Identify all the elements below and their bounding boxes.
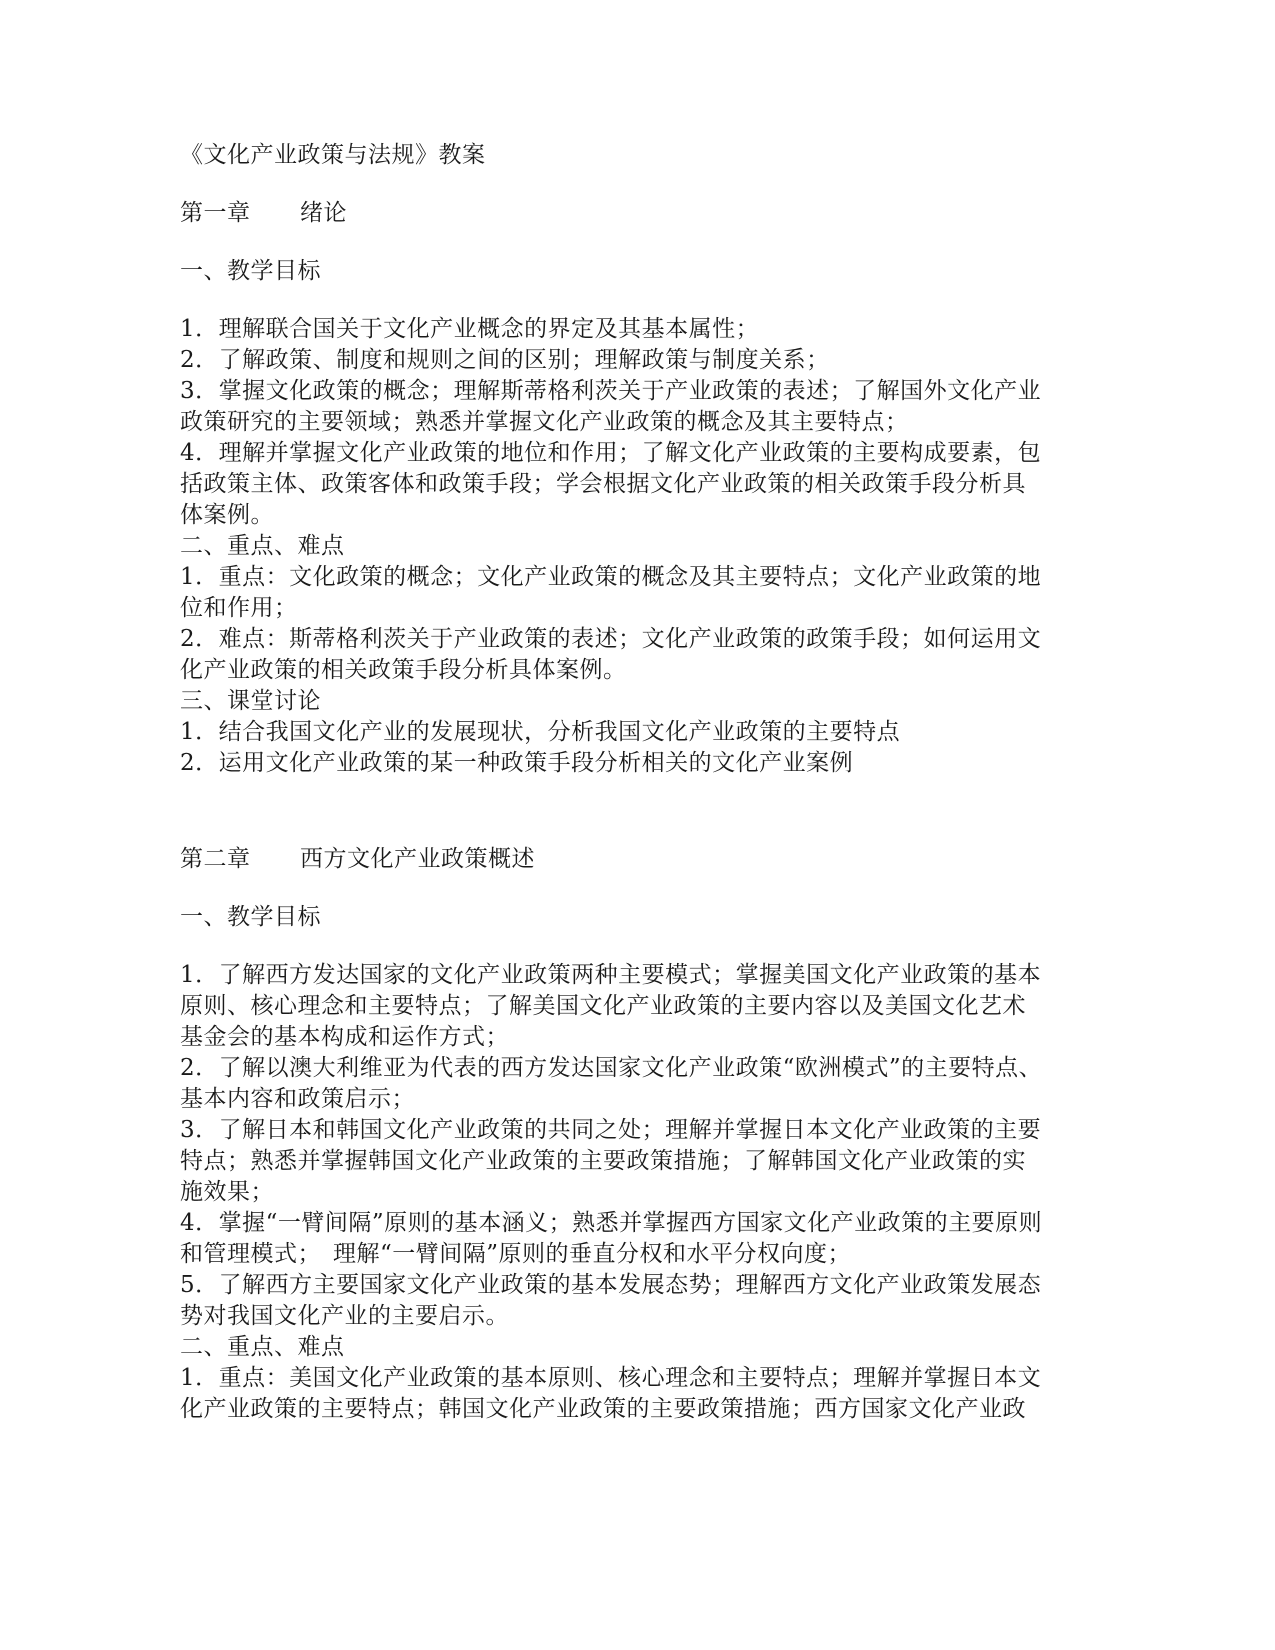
chapter-1-discussion-heading: 三、课堂讨论 (180, 688, 321, 714)
paragraph-line: 原则、核心理念和主要特点；了解美国文化产业政策的主要内容以及美国文化艺术 (180, 993, 1026, 1019)
chapter-1-objectives-heading: 一、教学目标 (180, 258, 321, 284)
paragraph-line: 基金会的基本构成和运作方式； (180, 1024, 509, 1050)
paragraph-line: 势对我国文化产业的主要启示。 (180, 1303, 509, 1329)
document-page (180, 140, 1080, 1425)
paragraph-line: 政策研究的主要领域；熟悉并掌握文化产业政策的概念及其主要特点； (180, 409, 909, 435)
paragraph-line: 1．重点：文化政策的概念；文化产业政策的概念及其主要特点；文化产业政策的地 (180, 564, 1042, 590)
chapter-1-objectives (180, 314, 1080, 531)
paragraph-line: 1．了解西方发达国家的文化产业政策两种主要模式；掌握美国文化产业政策的基本 (180, 962, 1042, 988)
chapter-1-name: 绪论 (300, 200, 347, 226)
paragraph-line: 2．了解以澳大利维亚为代表的西方发达国家文化产业政策“欧洲模式”的主要特点、 (180, 1055, 1043, 1081)
chapter-2-name: 西方文化产业政策概述 (300, 846, 535, 872)
paragraph-line: 化产业政策的主要特点；韩国文化产业政策的主要政策措施；西方国家文化产业政 (180, 1396, 1026, 1422)
document-title: 《文化产业政策与法规》教案 (180, 142, 486, 168)
chapter-1-heading (180, 198, 1080, 229)
chapter-1-keypoints-heading: 二、重点、难点 (180, 533, 345, 559)
chapter-2-number: 第二章 (180, 846, 251, 872)
paragraph-line: 3．掌握文化政策的概念；理解斯蒂格利茨关于产业政策的表述；了解国外文化产业 (180, 378, 1042, 404)
paragraph-line: 基本内容和政策启示； (180, 1086, 415, 1112)
chapter-2-keypoints (180, 1363, 1080, 1425)
chapter-2-objectives-heading: 一、教学目标 (180, 904, 321, 930)
chapter-1-number: 第一章 (180, 200, 251, 226)
paragraph-line: 4．掌握“一臂间隔”原则的基本涵义；熟悉并掌握西方国家文化产业政策的主要原则 (180, 1210, 1043, 1236)
paragraph-line: 和管理模式； 理解“一臂间隔”原则的垂直分权和水平分权向度； (180, 1241, 852, 1267)
chapter-1-discussion (180, 717, 1080, 779)
paragraph-line: 2．运用文化产业政策的某一种政策手段分析相关的文化产业案例 (180, 750, 854, 776)
paragraph-line: 2．难点：斯蒂格利茨关于产业政策的表述；文化产业政策的政策手段；如何运用文 (180, 626, 1042, 652)
paragraph-line: 化产业政策的相关政策手段分析具体案例。 (180, 657, 627, 683)
paragraph-line: 3．了解日本和韩国文化产业政策的共同之处；理解并掌握日本文化产业政策的主要 (180, 1117, 1042, 1143)
chapter-2-heading (180, 844, 1080, 875)
chapter-2-objectives (180, 960, 1080, 1332)
chapter-1-keypoints (180, 562, 1080, 686)
paragraph-line: 1．结合我国文化产业的发展现状，分析我国文化产业政策的主要特点 (180, 719, 901, 745)
paragraph-line: 括政策主体、政策客体和政策手段；学会根据文化产业政策的相关政策手段分析具 (180, 471, 1026, 497)
paragraph-line: 1．理解联合国关于文化产业概念的界定及其基本属性； (180, 316, 760, 342)
paragraph-line: 施效果； (180, 1179, 274, 1205)
paragraph-line: 特点；熟悉并掌握韩国文化产业政策的主要政策措施；了解韩国文化产业政策的实 (180, 1148, 1026, 1174)
chapter-2-keypoints-heading: 二、重点、难点 (180, 1334, 345, 1360)
paragraph-line: 2．了解政策、制度和规则之间的区别；理解政策与制度关系； (180, 347, 830, 373)
paragraph-line: 1．重点：美国文化产业政策的基本原则、核心理念和主要特点；理解并掌握日本文 (180, 1365, 1042, 1391)
paragraph-line: 4．理解并掌握文化产业政策的地位和作用；了解文化产业政策的主要构成要素，包 (180, 440, 1042, 466)
paragraph-line: 体案例。 (180, 502, 274, 528)
paragraph-line: 5．了解西方主要国家文化产业政策的基本发展态势；理解西方文化产业政策发展态 (180, 1272, 1042, 1298)
paragraph-line: 位和作用； (180, 595, 298, 621)
